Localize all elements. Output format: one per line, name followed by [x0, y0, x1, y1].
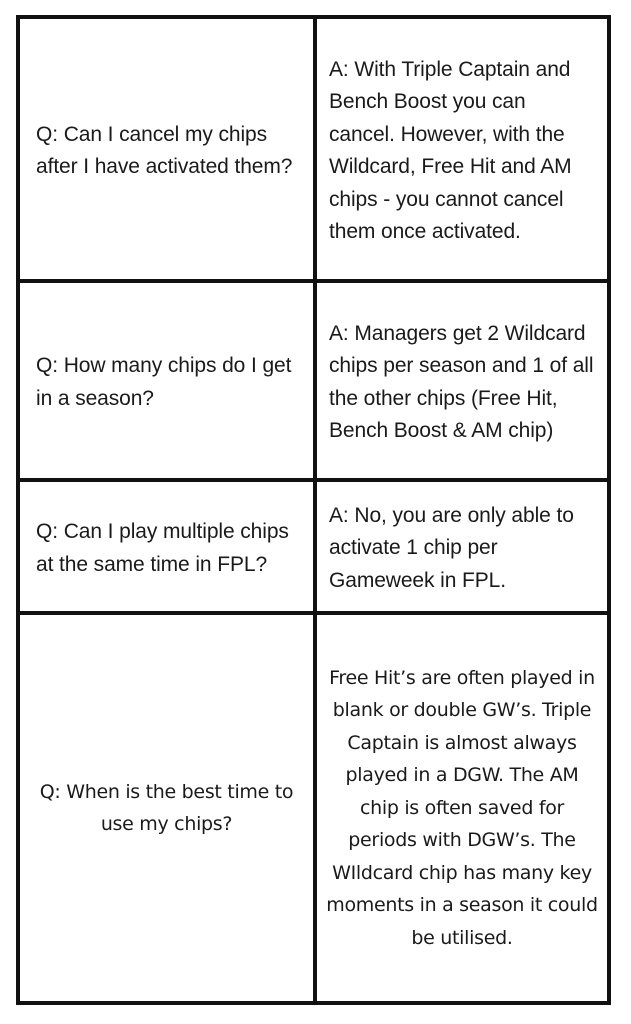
answer-cell	[317, 19, 607, 283]
answer-cell	[317, 283, 607, 482]
answer-text: A: With Triple Captain and Bench Boost you can cancel. However, with the Wildcard, Free Hit and AM chips - you cannot cancel them once activated.	[329, 57, 572, 243]
faq-table	[16, 15, 611, 1005]
answer-text: A: No, you are only able to activate 1 chip per Gameweek in FPL.	[329, 503, 574, 592]
question-cell	[20, 19, 317, 283]
question-cell	[20, 482, 317, 615]
question-text: Q: When is the best time to use my chips?	[39, 780, 294, 835]
faq-row-multiple-chips	[20, 478, 607, 615]
answer-cell	[317, 482, 607, 615]
faq-row-cancel-chips	[20, 19, 607, 283]
question-text: Q: Can I cancel my chips after I have activated them?	[36, 122, 293, 178]
answer-text: Free Hit’s are often played in blank or double GW’s. Triple Captain is almost always played in a DGW. The AM chip is often saved for periods with DGW’s. The WIldcard chip has many key moments in a season it could be utilised.	[326, 666, 598, 949]
question-text: Q: How many chips do I get in a season?	[36, 354, 292, 410]
answer-text: A: Managers get 2 Wildcard chips per season and 1 of all the other chips (Free Hit, Bench Boost & AM chip)	[329, 321, 594, 442]
question-cell	[20, 283, 317, 482]
faq-row-best-time	[20, 611, 607, 1001]
answer-cell	[317, 615, 607, 1001]
faq-row-chips-per-season	[20, 279, 607, 482]
question-text: Q: Can I play multiple chips at the same time in FPL?	[36, 520, 289, 576]
question-cell	[20, 615, 317, 1001]
